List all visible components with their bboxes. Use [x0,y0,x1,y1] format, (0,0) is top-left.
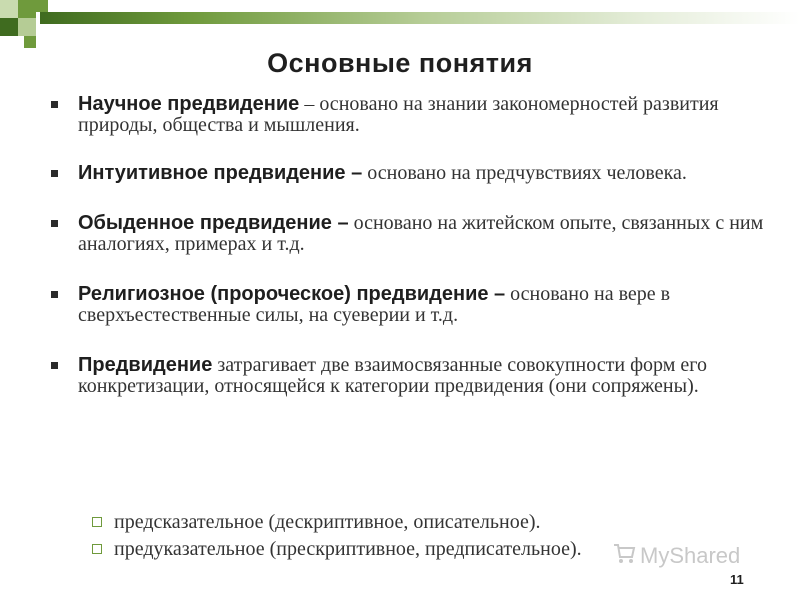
bullet-term: Научное предвидение [78,93,300,115]
sub-bullet-item [90,511,794,533]
bullet-marker [51,220,58,227]
bullet-text: основано на житейском опыте, связанных с ним аналогиях, примерах и т.д. [78,212,764,255]
green-square-decor [18,18,36,36]
sub-bullet-text: предуказательное (прескриптивное, предписательное). [114,538,582,560]
page-number: 11 [730,572,744,587]
bullet-term: Предвидение [78,354,213,376]
green-square-decor [0,18,18,36]
bullet-item [48,355,768,397]
green-square-decor [24,36,36,48]
bullet-item [48,94,768,136]
bullet-list [48,94,768,397]
bullet-text: основано на предчувствиях человека. [362,162,687,184]
hollow-square-marker [92,517,102,527]
bullet-text: – основано на знании закономерностей развития природы, общества и мышления. [78,93,719,136]
sub-bullet-text: предсказательное (дескриптивное, описательное). [114,511,541,533]
bullet-marker [51,170,58,177]
green-square-decor [18,0,36,18]
bullet-item [48,213,768,255]
watermark [612,540,740,572]
bullet-marker [51,101,58,108]
watermark-text: MyShared [640,543,741,568]
bullet-term: Интуитивное предвидение – [78,162,363,184]
bullet-term: Религиозное (пророческое) предвидение – [78,283,506,305]
bullet-item [48,284,768,326]
gradient-bar [40,12,800,24]
presentation-cart-icon [612,541,636,571]
bullet-item [48,163,768,184]
hollow-square-marker [92,544,102,554]
bullet-text: затрагивает две взаимосвязанные совокупности форм его конкретизации, относящейся к категории предвидения (они сопряжены). [78,354,707,397]
green-square-decor [36,0,48,12]
bullet-marker [51,291,58,298]
bullet-marker [51,362,58,369]
decorative-header [0,0,800,48]
slide-title: Основные понятия [267,48,533,78]
bullet-term: Обыденное предвидение – [78,212,349,234]
green-square-decor [0,0,18,18]
bullet-text: основано на вере в сверхъестественные силы, на суеверии и т.д. [78,283,671,326]
